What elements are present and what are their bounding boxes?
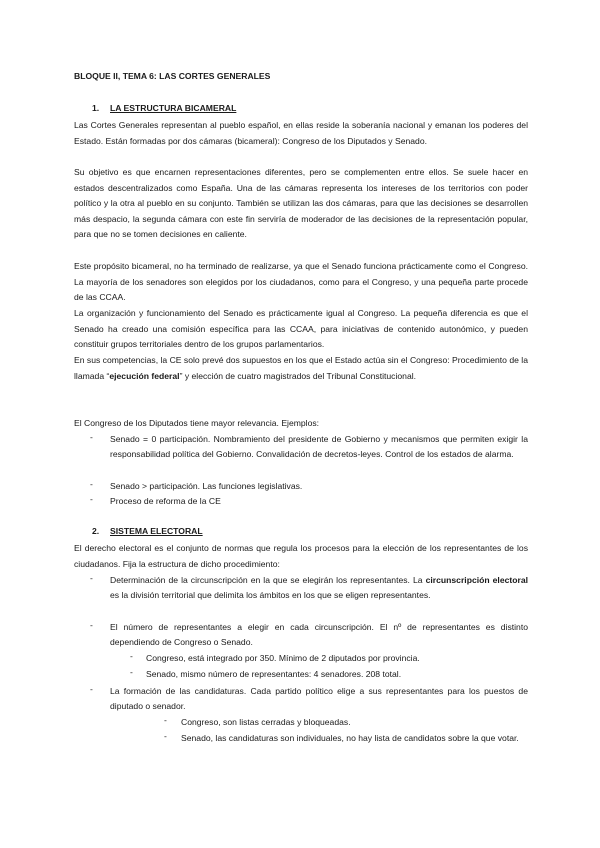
list-item: Senado > participación. Las funciones legislativas.: [110, 481, 303, 491]
list-bullet: -: [90, 684, 93, 694]
list-item-text: es la división territorial que delimita los ámbitos en los que se eligen representantes.: [110, 590, 431, 601]
paragraph: Este propósito bicameral, no ha terminado de realizarse, ya que el Senado funciona prácticamente como el Congreso. La mayoría de los senadores son elegidos por los ciudadanos, como para el Congreso, y una pequeña parte procede de las CCAA.: [74, 261, 528, 303]
sub-list-bullet: -: [130, 651, 133, 661]
list-item: La formación de las candidaturas. Cada partido político elige a sus representantes para los puestos de diputado o senador.: [110, 686, 528, 712]
list-item: Proceso de reforma de la CE: [110, 496, 221, 506]
paragraph: La organización y funcionamiento del Senado es prácticamente igual al Congreso. La pequeña diferencia es que el Senado ha creado una comisión específica para las CCAA, para iniciativas de contenido autonómico, y pueden constituir grupos territoriales dentro de los grupos parlamentarios.: [74, 308, 528, 350]
section-number: 1.: [92, 103, 100, 113]
document-title: BLOQUE II, TEMA 6: LAS CORTES GENERALES: [74, 71, 271, 81]
paragraph: El derecho electoral es el conjunto de normas que regula los procesos para la elección de los representantes de los ciudadanos. Fija la estructura de dicho procedimiento:: [74, 543, 528, 569]
section-heading-1: [92, 103, 236, 113]
bold-term: circunscripción electoral: [425, 575, 529, 585]
paragraph: [74, 353, 528, 384]
sub-list-bullet: -: [164, 715, 167, 725]
sub-list-item: Senado, las candidaturas son individuales, no hay lista de candidatos sobre la que votar.: [181, 733, 519, 743]
list-bullet: -: [90, 494, 93, 504]
sub-list-item: Congreso, son listas cerradas y bloqueadas.: [181, 717, 351, 727]
section-heading-2: [92, 526, 203, 536]
sub-list-bullet: -: [130, 667, 133, 677]
list-bullet: -: [90, 620, 93, 630]
paragraph: Las Cortes Generales representan al pueblo español, en ellas reside la soberanía nacional y emanan los poderes del Estado. Están formadas por dos cámaras (bicameral): Congreso de los Diputados y Senado.: [74, 120, 528, 146]
section-label: LA ESTRUCTURA BICAMERAL: [110, 103, 237, 113]
section-label: SISTEMA ELECTORAL: [110, 526, 203, 536]
bold-term: ejecución federal: [109, 370, 180, 381]
sub-list-item: Congreso, está integrado por 350. Mínimo de 2 diputados por provincia.: [146, 653, 420, 663]
paragraph: El Congreso de los Diputados tiene mayor relevancia. Ejemplos:: [74, 418, 320, 428]
paragraph: Su objetivo es que encarnen representaciones diferentes, pero se complementen entre ellos. Se suele hacer en estados descentralizados como España. Una de las cámaras representa los intereses de los territorios con poder político y la otra al pueblo en su conjunto. También se utilizan las dos cámaras, para que las decisiones se desarrollen más despacio, la segunda cámara con este fin serviría de moderador de las decisiones de la representación popular, para que no se tomen decisiones en caliente.: [74, 167, 528, 240]
section-number: 2.: [92, 526, 100, 536]
paragraph-text: En sus competencias, la CE solo prevé dos supuestos en los que el Estado actúa sin el Congreso: Procedimiento de la llamada “: [74, 355, 528, 381]
list-item: Senado = 0 participación. Nombramiento del presidente de Gobierno y mecanismos que permiten exigir la responsabilidad política del Gobierno. Convalidación de decretos-leyes. Control de los estados de alarma.: [110, 434, 528, 460]
sub-list-bullet: -: [164, 731, 167, 741]
list-item: [110, 573, 528, 603]
paragraph-text: ” y elección de cuatro magistrados del Tribunal Constitucional.: [179, 370, 417, 381]
list-item: El número de representantes a elegir en cada circunscripción. El nº de representantes es distinto dependiendo de Congreso o Senado.: [110, 622, 528, 648]
list-item-text: Determinación de la circunscripción en la que se elegirán los representantes. La: [110, 575, 426, 585]
list-bullet: -: [90, 573, 93, 583]
list-bullet: -: [90, 432, 93, 442]
sub-list-item: Senado, mismo número de representantes: 4 senadores. 208 total.: [146, 669, 402, 679]
list-bullet: -: [90, 479, 93, 489]
